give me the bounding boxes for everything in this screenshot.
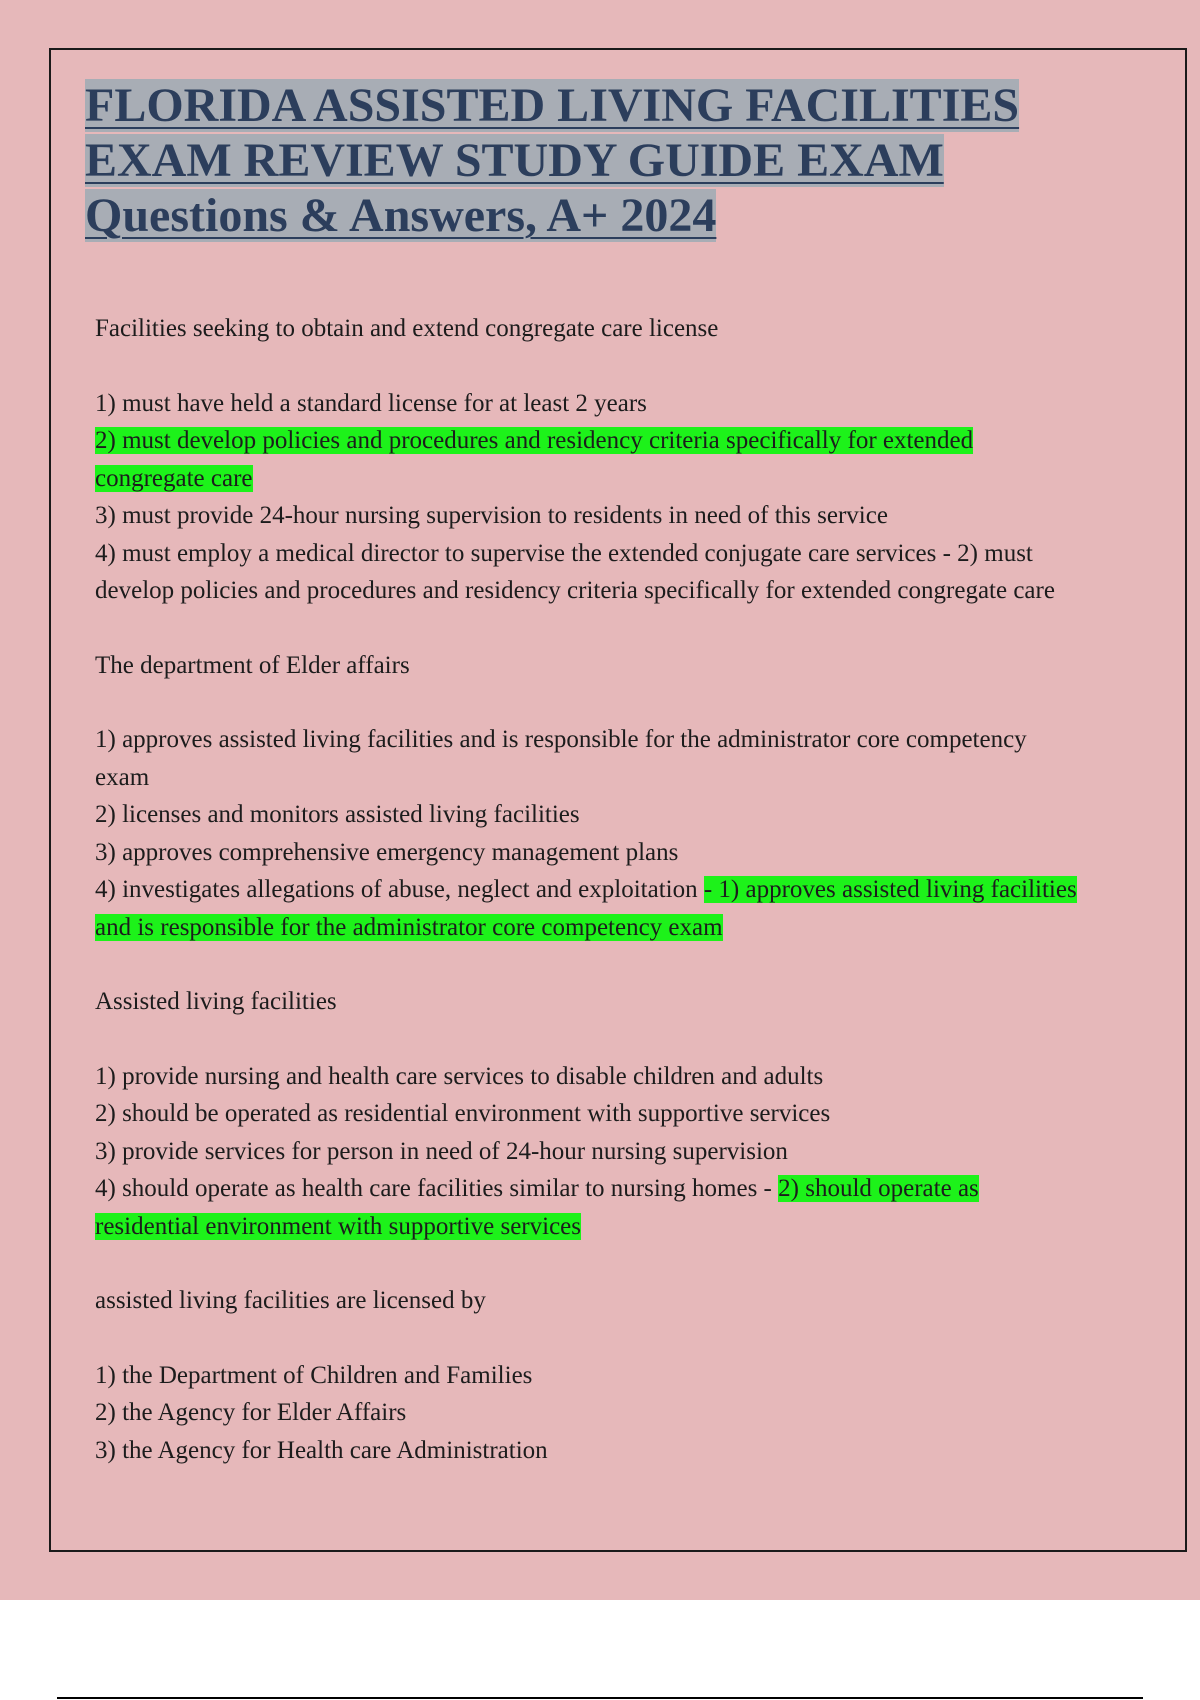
title-line: EXAM REVIEW STUDY GUIDE EXAM xyxy=(85,134,944,187)
document-body xyxy=(95,310,1085,1469)
question-option: 1) provide nursing and health care services to disable children and adults xyxy=(95,1062,824,1090)
question-prompt: Facilities seeking to obtain and extend congregate care license xyxy=(95,315,719,342)
answer-text: - 2) must develop policies and procedures and residency criteria specifically for extended congregate care xyxy=(95,539,1055,604)
question-option: 3) must provide 24-hour nursing supervision to residents in need of this service xyxy=(95,502,888,529)
document-title xyxy=(85,78,1095,243)
title-line: FLORIDA ASSISTED LIVING FACILITIES xyxy=(85,79,1020,132)
question-option xyxy=(95,422,1085,497)
answer-text: - 1) approves assisted living facilities and is responsible for the administrator core competency exam xyxy=(95,876,1077,941)
question-option: 2) licenses and monitors assisted living facilities xyxy=(95,801,580,828)
question-option: 1) the Department of Children and Families xyxy=(95,1361,533,1389)
question-option: 1) approves assisted living facilities and is responsible for the administrator core competency exam xyxy=(95,726,1027,791)
question-option: 3) approves comprehensive emergency management plans xyxy=(95,838,679,866)
question-option: 1) must have held a standard license for at least 2 years xyxy=(95,389,647,417)
highlighted-option: 2) must develop policies and procedures and residency criteria specifically for extended congregate care xyxy=(95,427,974,492)
question-option-with-answer: 4) investigates allegations of abuse, neglect and exploitation - 1) approves assisted living facilities and is responsible for the administrator core competency exam xyxy=(95,876,1077,941)
question-prompt: assisted living facilities are licensed by xyxy=(95,1287,486,1314)
question-option: 2) the Agency for Elder Affairs xyxy=(95,1399,407,1426)
answer-text: 2) should operate as residential environment with supportive services xyxy=(95,1175,979,1240)
question-option-with-answer: 4) should operate as health care facilities similar to nursing homes - 2) should operate as residential environment with supportive services xyxy=(95,1175,979,1240)
question-option: 3) the Agency for Health care Administration xyxy=(95,1436,548,1464)
question-prompt: The department of Elder affairs xyxy=(95,651,410,679)
question-option: 3) provide services for person in need of 24-hour nursing supervision xyxy=(95,1137,788,1165)
question-prompt: Assisted living facilities xyxy=(95,988,337,1015)
title-line: Questions & Answers, A+ 2024 xyxy=(85,189,717,242)
question-option-with-answer: 4) must employ a medical director to supervise the extended conjugate care services - 2) must develop policies and procedures and residency criteria specifically for extended congregate care xyxy=(95,539,1055,604)
question-option: 2) should be operated as residential environment with supportive services xyxy=(95,1100,831,1127)
bottom-rule xyxy=(57,1697,1143,1699)
